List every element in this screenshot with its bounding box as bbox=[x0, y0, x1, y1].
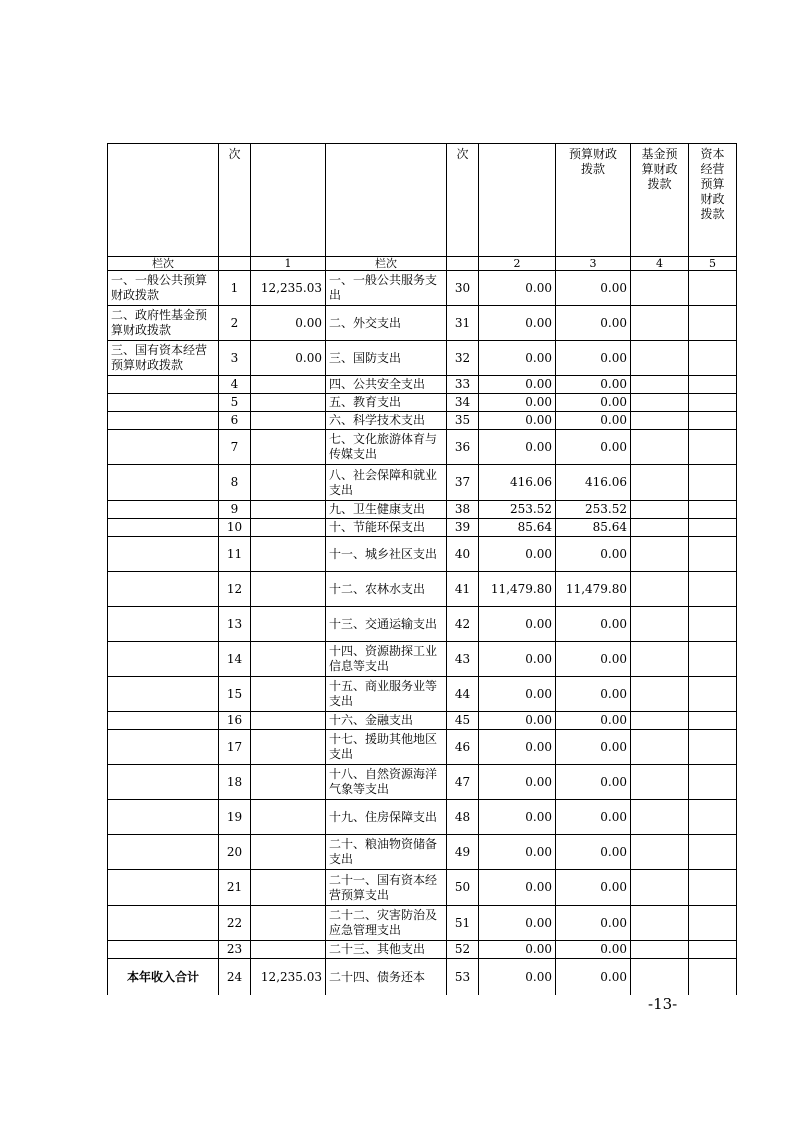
table-row bbox=[108, 906, 737, 941]
table-cell bbox=[689, 730, 737, 765]
table-cell bbox=[689, 501, 737, 519]
table-cell bbox=[631, 465, 689, 501]
table-cell: 二、政府性基金预算财政拨款 bbox=[108, 306, 219, 341]
table-cell: 二十四、债务还本 bbox=[326, 959, 447, 996]
table-cell bbox=[108, 607, 219, 642]
table-cell: 253.52 bbox=[479, 501, 556, 519]
table-cell: 4 bbox=[219, 376, 251, 394]
table-row bbox=[108, 430, 737, 465]
table-cell bbox=[689, 870, 737, 906]
table-cell: 四、公共安全支出 bbox=[326, 376, 447, 394]
table-row bbox=[108, 501, 737, 519]
table-cell bbox=[689, 607, 737, 642]
table-cell bbox=[108, 800, 219, 835]
table-row bbox=[108, 800, 737, 835]
table-cell bbox=[689, 376, 737, 394]
table-row bbox=[108, 306, 737, 341]
table-cell bbox=[689, 519, 737, 537]
table-cell bbox=[251, 537, 326, 572]
header-cell bbox=[251, 144, 326, 257]
table-cell bbox=[251, 800, 326, 835]
table-cell: 0.00 bbox=[556, 800, 631, 835]
table-cell bbox=[689, 941, 737, 959]
table-cell bbox=[631, 537, 689, 572]
table-cell bbox=[251, 607, 326, 642]
table-cell: 0.00 bbox=[479, 376, 556, 394]
table-cell bbox=[108, 572, 219, 607]
table-cell: 0.00 bbox=[556, 394, 631, 412]
table-cell: 二十三、其他支出 bbox=[326, 941, 447, 959]
table-cell: 九、卫生健康支出 bbox=[326, 501, 447, 519]
table-row bbox=[108, 465, 737, 501]
column-number-cell: 4 bbox=[631, 257, 689, 271]
table-cell: 32 bbox=[447, 341, 479, 376]
table-cell: 21 bbox=[219, 870, 251, 906]
header-cell: 次 bbox=[219, 144, 251, 257]
table-row bbox=[108, 870, 737, 906]
table-cell: 0.00 bbox=[479, 412, 556, 430]
column-number-cell: 1 bbox=[251, 257, 326, 271]
table-cell bbox=[631, 800, 689, 835]
table-cell bbox=[251, 941, 326, 959]
table-row bbox=[108, 765, 737, 800]
table-cell: 三、国有资本经营预算财政拨款 bbox=[108, 341, 219, 376]
table-cell: 0.00 bbox=[479, 941, 556, 959]
table-cell: 0.00 bbox=[556, 906, 631, 941]
table-cell: 十七、援助其他地区支出 bbox=[326, 730, 447, 765]
table-cell bbox=[631, 642, 689, 677]
page-number: -13- bbox=[648, 995, 678, 1013]
table-cell: 0.00 bbox=[556, 642, 631, 677]
header-cell bbox=[479, 144, 556, 257]
table-cell: 11,479.80 bbox=[479, 572, 556, 607]
table-cell: 51 bbox=[447, 906, 479, 941]
table-cell: 6 bbox=[219, 412, 251, 430]
table-cell: 0.00 bbox=[479, 906, 556, 941]
table-cell: 16 bbox=[219, 712, 251, 730]
table-cell: 43 bbox=[447, 642, 479, 677]
table-cell: 23 bbox=[219, 941, 251, 959]
table-cell: 53 bbox=[447, 959, 479, 996]
header-cell bbox=[108, 144, 219, 257]
table-cell bbox=[108, 430, 219, 465]
table-cell bbox=[689, 271, 737, 306]
table-cell bbox=[631, 376, 689, 394]
table-row bbox=[108, 730, 737, 765]
table-cell: 十九、住房保障支出 bbox=[326, 800, 447, 835]
table-cell: 0.00 bbox=[479, 870, 556, 906]
table-cell: 44 bbox=[447, 677, 479, 712]
table-cell: 本年收入合计 bbox=[108, 959, 219, 996]
table-cell: 0.00 bbox=[479, 959, 556, 996]
table-cell: 0.00 bbox=[479, 271, 556, 306]
table-row bbox=[108, 642, 737, 677]
table-cell: 18 bbox=[219, 765, 251, 800]
table-cell: 0.00 bbox=[479, 642, 556, 677]
table-cell: 9 bbox=[219, 501, 251, 519]
table-cell: 0.00 bbox=[479, 835, 556, 870]
column-number-cell: 5 bbox=[689, 257, 737, 271]
table-row bbox=[108, 941, 737, 959]
table-cell bbox=[631, 394, 689, 412]
table-cell bbox=[631, 941, 689, 959]
table-cell bbox=[689, 537, 737, 572]
table-cell: 13 bbox=[219, 607, 251, 642]
table-cell: 0.00 bbox=[251, 306, 326, 341]
table-cell bbox=[631, 712, 689, 730]
table-cell bbox=[689, 835, 737, 870]
table-cell: 0.00 bbox=[556, 306, 631, 341]
table-cell bbox=[631, 430, 689, 465]
table-row bbox=[108, 677, 737, 712]
table-cell: 2 bbox=[219, 306, 251, 341]
table-cell bbox=[631, 906, 689, 941]
table-row bbox=[108, 341, 737, 376]
table-cell bbox=[689, 800, 737, 835]
table-cell bbox=[689, 412, 737, 430]
table-cell: 10 bbox=[219, 519, 251, 537]
table-cell bbox=[251, 519, 326, 537]
table-cell bbox=[689, 765, 737, 800]
table-cell bbox=[108, 765, 219, 800]
table-cell: 31 bbox=[447, 306, 479, 341]
table-cell: 36 bbox=[447, 430, 479, 465]
table-cell bbox=[631, 412, 689, 430]
table-cell: 85.64 bbox=[479, 519, 556, 537]
table-cell: 0.00 bbox=[479, 730, 556, 765]
table-cell: 46 bbox=[447, 730, 479, 765]
header-cell: 次 bbox=[447, 144, 479, 257]
table-cell bbox=[251, 765, 326, 800]
table-cell bbox=[108, 394, 219, 412]
table-cell: 0.00 bbox=[479, 306, 556, 341]
table-cell bbox=[108, 730, 219, 765]
table-cell bbox=[108, 642, 219, 677]
table-cell bbox=[108, 537, 219, 572]
table-cell bbox=[689, 394, 737, 412]
table-cell: 0.00 bbox=[556, 430, 631, 465]
table-cell bbox=[251, 677, 326, 712]
table-cell: 0.00 bbox=[556, 677, 631, 712]
table-cell bbox=[251, 572, 326, 607]
table-cell: 0.00 bbox=[556, 765, 631, 800]
table-cell: 0.00 bbox=[556, 959, 631, 996]
table-cell bbox=[631, 271, 689, 306]
table-cell: 0.00 bbox=[556, 271, 631, 306]
table-row bbox=[108, 537, 737, 572]
table-cell: 40 bbox=[447, 537, 479, 572]
table-cell bbox=[631, 835, 689, 870]
table-cell bbox=[251, 430, 326, 465]
table-cell: 0.00 bbox=[556, 607, 631, 642]
table-cell bbox=[631, 341, 689, 376]
table-row bbox=[108, 412, 737, 430]
header-cell bbox=[326, 144, 447, 257]
table-cell: 35 bbox=[447, 412, 479, 430]
table-cell bbox=[631, 870, 689, 906]
table-cell bbox=[631, 730, 689, 765]
table-cell bbox=[251, 501, 326, 519]
table-cell: 19 bbox=[219, 800, 251, 835]
table-cell: 0.00 bbox=[556, 712, 631, 730]
budget-table bbox=[107, 143, 737, 995]
table-cell bbox=[108, 870, 219, 906]
table-cell bbox=[631, 959, 689, 996]
table-cell bbox=[108, 906, 219, 941]
table-cell bbox=[631, 765, 689, 800]
table-cell: 12 bbox=[219, 572, 251, 607]
table-cell bbox=[108, 941, 219, 959]
table-cell bbox=[251, 465, 326, 501]
table-cell: 0.00 bbox=[479, 341, 556, 376]
table-cell: 416.06 bbox=[556, 465, 631, 501]
table-cell: 十八、自然资源海洋气象等支出 bbox=[326, 765, 447, 800]
table-cell: 七、文化旅游体育与传媒支出 bbox=[326, 430, 447, 465]
table-cell bbox=[251, 712, 326, 730]
table-cell: 38 bbox=[447, 501, 479, 519]
table-cell bbox=[251, 906, 326, 941]
table-cell bbox=[689, 906, 737, 941]
table-cell bbox=[108, 465, 219, 501]
table-cell bbox=[251, 394, 326, 412]
table-cell bbox=[108, 412, 219, 430]
table-cell: 33 bbox=[447, 376, 479, 394]
table-cell: 41 bbox=[447, 572, 479, 607]
column-number-cell: 栏次 bbox=[326, 257, 447, 271]
table-cell: 1 bbox=[219, 271, 251, 306]
table-cell: 5 bbox=[219, 394, 251, 412]
header-row bbox=[108, 144, 737, 257]
table-cell: 二十一、国有资本经营预算支出 bbox=[326, 870, 447, 906]
table-row bbox=[108, 376, 737, 394]
table-cell bbox=[689, 306, 737, 341]
table-cell: 一、一般公共预算财政拨款 bbox=[108, 271, 219, 306]
table-cell: 0.00 bbox=[556, 341, 631, 376]
table-cell: 0.00 bbox=[479, 430, 556, 465]
table-cell: 34 bbox=[447, 394, 479, 412]
table-cell bbox=[689, 465, 737, 501]
table-cell bbox=[251, 642, 326, 677]
table-cell: 0.00 bbox=[556, 941, 631, 959]
table-cell: 11 bbox=[219, 537, 251, 572]
table-cell: 11,479.80 bbox=[556, 572, 631, 607]
table-cell: 85.64 bbox=[556, 519, 631, 537]
table-row bbox=[108, 607, 737, 642]
table-cell: 50 bbox=[447, 870, 479, 906]
table-cell bbox=[251, 412, 326, 430]
table-cell bbox=[689, 642, 737, 677]
table-cell: 47 bbox=[447, 765, 479, 800]
table-cell bbox=[251, 730, 326, 765]
table-cell: 0.00 bbox=[479, 712, 556, 730]
table-cell: 0.00 bbox=[479, 537, 556, 572]
table-row bbox=[108, 519, 737, 537]
table-cell bbox=[251, 870, 326, 906]
table-cell: 17 bbox=[219, 730, 251, 765]
table-cell bbox=[631, 519, 689, 537]
table-cell: 12,235.03 bbox=[251, 959, 326, 996]
table-cell bbox=[631, 677, 689, 712]
column-number-cell: 2 bbox=[479, 257, 556, 271]
table-cell: 0.00 bbox=[556, 870, 631, 906]
table-cell: 十四、资源勘探工业信息等支出 bbox=[326, 642, 447, 677]
table-cell: 0.00 bbox=[556, 730, 631, 765]
table-cell: 12,235.03 bbox=[251, 271, 326, 306]
table-cell bbox=[108, 501, 219, 519]
column-number-cell: 3 bbox=[556, 257, 631, 271]
table-cell bbox=[631, 501, 689, 519]
column-number-cell bbox=[219, 257, 251, 271]
table-cell: 0.00 bbox=[479, 394, 556, 412]
table-cell: 22 bbox=[219, 906, 251, 941]
table-cell: 0.00 bbox=[556, 835, 631, 870]
table-cell: 416.06 bbox=[479, 465, 556, 501]
table-cell: 8 bbox=[219, 465, 251, 501]
table-row bbox=[108, 835, 737, 870]
table-cell: 二十、粮油物资储备支出 bbox=[326, 835, 447, 870]
table-row bbox=[108, 572, 737, 607]
table-cell: 0.00 bbox=[479, 607, 556, 642]
table-cell: 0.00 bbox=[556, 412, 631, 430]
table-cell: 六、科学技术支出 bbox=[326, 412, 447, 430]
table-cell: 39 bbox=[447, 519, 479, 537]
table-cell bbox=[108, 677, 219, 712]
table-cell: 24 bbox=[219, 959, 251, 996]
table-row bbox=[108, 959, 737, 996]
table-cell bbox=[631, 572, 689, 607]
table-cell: 14 bbox=[219, 642, 251, 677]
table-cell: 15 bbox=[219, 677, 251, 712]
table-cell bbox=[689, 677, 737, 712]
table-cell bbox=[689, 572, 737, 607]
column-number-cell bbox=[447, 257, 479, 271]
table-row bbox=[108, 394, 737, 412]
table-row bbox=[108, 271, 737, 306]
table-cell: 八、社会保障和就业支出 bbox=[326, 465, 447, 501]
table-cell: 52 bbox=[447, 941, 479, 959]
table-cell bbox=[108, 519, 219, 537]
table-cell bbox=[689, 712, 737, 730]
column-number-row bbox=[108, 257, 737, 271]
table-cell bbox=[689, 959, 737, 996]
table-cell: 十六、金融支出 bbox=[326, 712, 447, 730]
table-cell: 二、外交支出 bbox=[326, 306, 447, 341]
table-cell: 0.00 bbox=[479, 800, 556, 835]
table-cell: 十、节能环保支出 bbox=[326, 519, 447, 537]
table-cell: 十二、农林水支出 bbox=[326, 572, 447, 607]
header-cell: 预算财政拨款 bbox=[556, 144, 631, 257]
table-cell: 十三、交通运输支出 bbox=[326, 607, 447, 642]
table-cell: 二十二、灾害防治及应急管理支出 bbox=[326, 906, 447, 941]
table-cell: 0.00 bbox=[556, 537, 631, 572]
column-number-cell: 栏次 bbox=[108, 257, 219, 271]
header-cell: 基金预算财政拨款 bbox=[631, 144, 689, 257]
table-cell bbox=[251, 835, 326, 870]
table-cell bbox=[251, 376, 326, 394]
table-cell bbox=[108, 835, 219, 870]
table-cell: 30 bbox=[447, 271, 479, 306]
table-cell: 0.00 bbox=[251, 341, 326, 376]
table-cell bbox=[631, 306, 689, 341]
header-cell: 资本经营预算财政拨款 bbox=[689, 144, 737, 257]
table-cell: 3 bbox=[219, 341, 251, 376]
table-cell: 7 bbox=[219, 430, 251, 465]
table-cell: 0.00 bbox=[479, 677, 556, 712]
table-cell: 0.00 bbox=[479, 765, 556, 800]
table-cell: 253.52 bbox=[556, 501, 631, 519]
table-cell: 49 bbox=[447, 835, 479, 870]
table-cell bbox=[108, 376, 219, 394]
table-cell: 十一、城乡社区支出 bbox=[326, 537, 447, 572]
table-cell: 45 bbox=[447, 712, 479, 730]
table-cell bbox=[631, 607, 689, 642]
table-cell: 0.00 bbox=[556, 376, 631, 394]
table-row bbox=[108, 712, 737, 730]
table-cell: 42 bbox=[447, 607, 479, 642]
table-cell: 37 bbox=[447, 465, 479, 501]
table-cell: 一、一般公共服务支出 bbox=[326, 271, 447, 306]
table-cell bbox=[689, 341, 737, 376]
table-cell: 48 bbox=[447, 800, 479, 835]
table-cell: 20 bbox=[219, 835, 251, 870]
table-cell: 五、教育支出 bbox=[326, 394, 447, 412]
table-cell bbox=[689, 430, 737, 465]
table-cell: 十五、商业服务业等支出 bbox=[326, 677, 447, 712]
table-cell: 三、国防支出 bbox=[326, 341, 447, 376]
table-cell bbox=[108, 712, 219, 730]
